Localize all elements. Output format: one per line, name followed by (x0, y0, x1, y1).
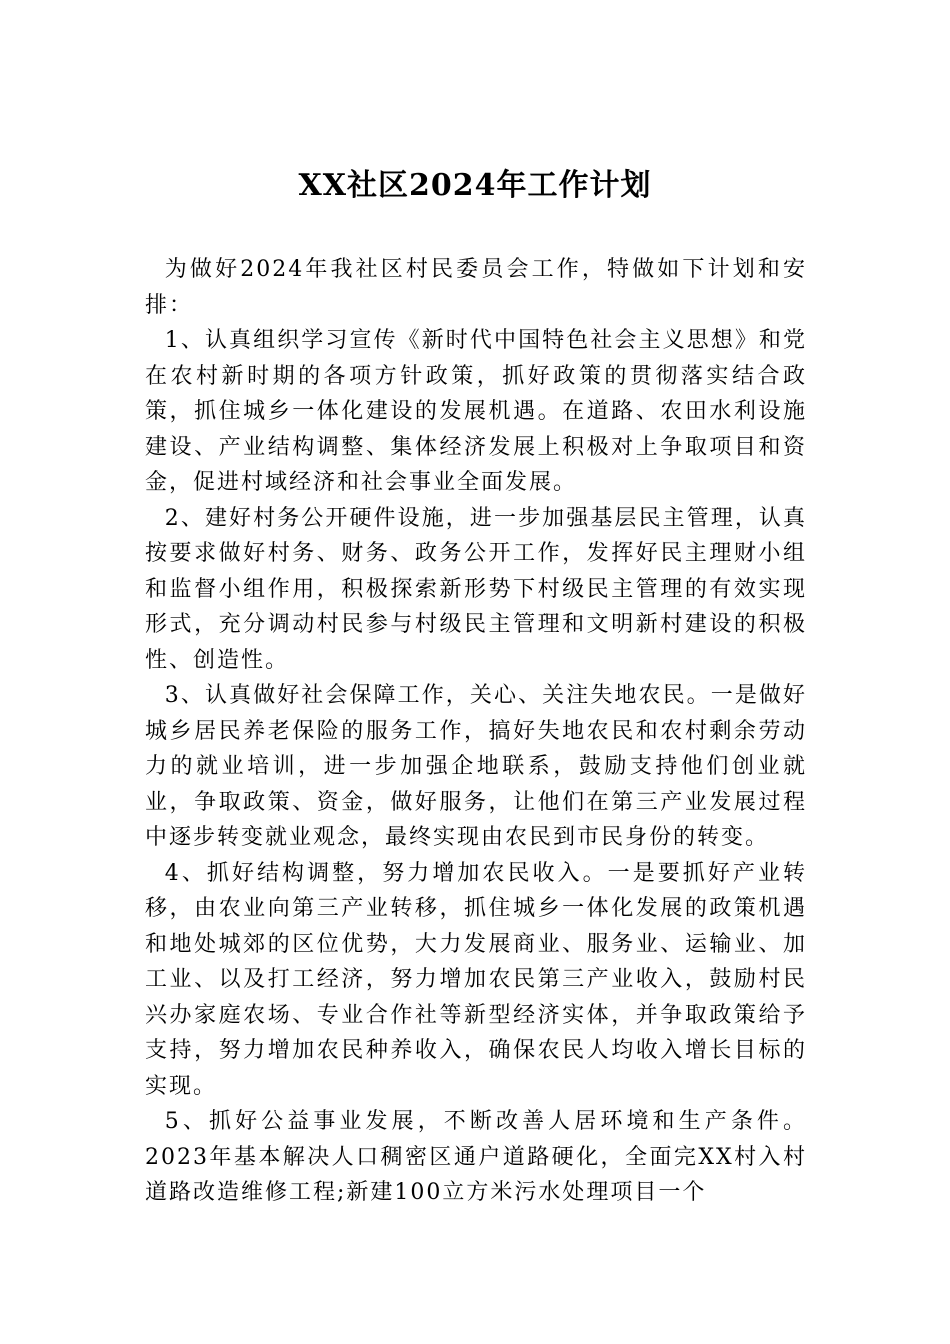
paragraph-item-3: 3、认真做好社会保障工作，关心、关注失地农民。一是做好城乡居民养老保险的服务工作，搞好失地农民和农村剩余劳动力的就业培训，进一步加强企地联系，鼓励支持他们创业就业，争取政策、资金，做好服务，让他们在第三产业发展过程中逐步转变就业观念，最终实现由农民到市民身份的转变。 (145, 683, 807, 850)
paragraph-item-2: 2、建好村务公开硬件设施，进一步加强基层民主管理，认真按要求做好村务、财务、政务公开工作，发挥好民主理财小组和监督小组作用，积极探索新形势下村级民主管理的有效实现形式，充分调动村民参与村级民主管理和文明新村建设的积极性、创造性。 (145, 505, 807, 673)
paragraph-item-5: 5、抓好公益事业发展，不断改善人居环境和生产条件。2023年基本解决人口稠密区通户道路硬化，全面完XX村入村道路改造维修工程;新建100立方米污水处理项目一个 (145, 1109, 807, 1205)
document-title: XX社区2024年工作计划 (298, 168, 652, 203)
paragraph-intro: 为做好2024年我社区村民委员会工作，特做如下计划和安排： (145, 257, 807, 318)
paragraph-item-1: 1、认真组织学习宣传《新时代中国特色社会主义思想》和党在农村新时期的各项方针政策，抓好政策的贯彻落实结合政策，抓住城乡一体化建设的发展机遇。在道路、农田水利设施建设、产业结构调整、集体经济发展上积极对上争取项目和资金，促进村域经济和社会事业全面发展。 (145, 328, 807, 495)
paragraph-item-4: 4、抓好结构调整，努力增加农民收入。一是要抓好产业转移，由农业向第三产业转移，抓住城乡一体化发展的政策机遇和地处城郊的区位优势，大力发展商业、服务业、运输业、加工业、以及打工经济，努力增加农民第三产业收入，鼓励村民兴办家庭农场、专业合作社等新型经济实体，并争取政策给予支持，努力增加农民种养收入，确保农民人均收入增长目标的实现。 (145, 860, 807, 1099)
document-body (145, 252, 807, 1211)
